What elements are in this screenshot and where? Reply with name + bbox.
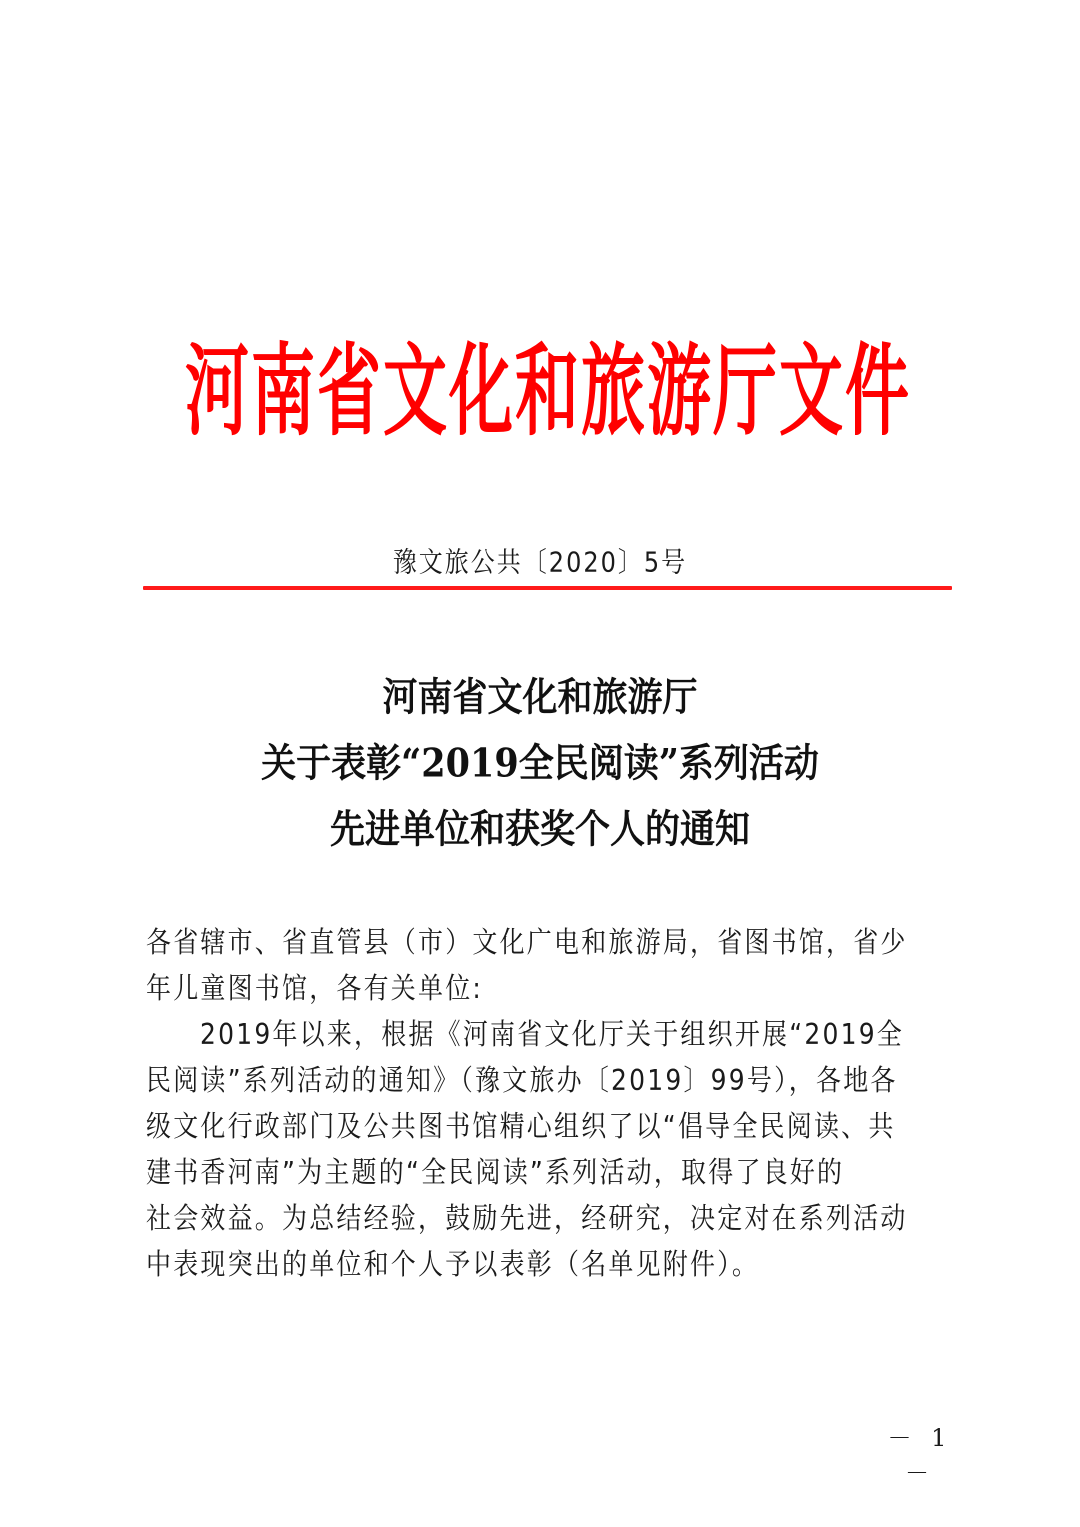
paragraph-line-6 — [146, 1242, 952, 1288]
paragraph-line-6-text: 中表现突出的单位和个人予以表彰（名单见附件）。 — [146, 1247, 760, 1282]
title-line-3 — [0, 800, 1080, 866]
header-glyph: 文 — [383, 334, 447, 451]
title-line-2-text: 关于表彰“2019全民阅读”系列活动 — [261, 740, 819, 787]
title-line-1-text: 河南省文化和旅游厅 — [382, 674, 698, 721]
title-line-3-text: 先进单位和获奖个人的通知 — [329, 806, 750, 853]
header-glyph: 文 — [779, 334, 843, 451]
page-number: － 1 － — [887, 1424, 953, 1487]
salutation-line-1 — [146, 920, 952, 966]
red-header-title — [185, 334, 909, 451]
paragraph-line-5-text: 社会效益。为总结经验，鼓励先进，经研究，决定对在系列活动 — [146, 1201, 908, 1236]
salutation-line-2 — [146, 966, 952, 1012]
title-line-2 — [0, 734, 1080, 800]
notice-title — [0, 668, 1080, 866]
header-glyph: 南 — [251, 334, 315, 451]
header-glyph: 件 — [845, 334, 909, 451]
header-glyph: 游 — [647, 334, 711, 451]
header-glyph: 旅 — [581, 334, 645, 451]
paragraph-line-3 — [146, 1104, 952, 1150]
paragraph-line-4-text: 建书香河南”为主题的“全民阅读”系列活动，取得了良好的 — [146, 1155, 845, 1190]
paragraph-line-1-text: 2019年以来，根据《河南省文化厅关于组织开展“2019全 — [200, 1017, 904, 1052]
header-glyph: 化 — [449, 334, 513, 451]
salutation-line-1-text: 各省辖市、省直管县（市）文化广电和旅游局，省图书馆，省少 — [146, 925, 908, 960]
paragraph-line-2 — [146, 1058, 952, 1104]
title-line-1 — [0, 668, 1080, 734]
document-number-text: 豫文旅公共〔2020〕5号 — [392, 546, 688, 579]
salutation-line-2-text: 年儿童图书馆，各有关单位: — [146, 971, 484, 1006]
red-divider-line — [143, 586, 952, 590]
paragraph-line-5 — [146, 1196, 952, 1242]
header-glyph: 和 — [515, 334, 579, 451]
paragraph-line-2-text: 民阅读”系列活动的通知》（豫文旅办〔2019〕99号），各地各 — [146, 1063, 898, 1098]
header-glyph: 省 — [317, 334, 381, 451]
paragraph-line-3-text: 级文化行政部门及公共图书馆精心组织了以“倡导全民阅读、共 — [146, 1109, 896, 1144]
body-text — [146, 920, 952, 1288]
paragraph-line-1 — [146, 1012, 952, 1058]
header-glyph: 厅 — [713, 334, 777, 451]
paragraph-line-4 — [146, 1150, 952, 1196]
header-glyph: 河 — [185, 334, 249, 451]
document-number — [0, 542, 1080, 577]
